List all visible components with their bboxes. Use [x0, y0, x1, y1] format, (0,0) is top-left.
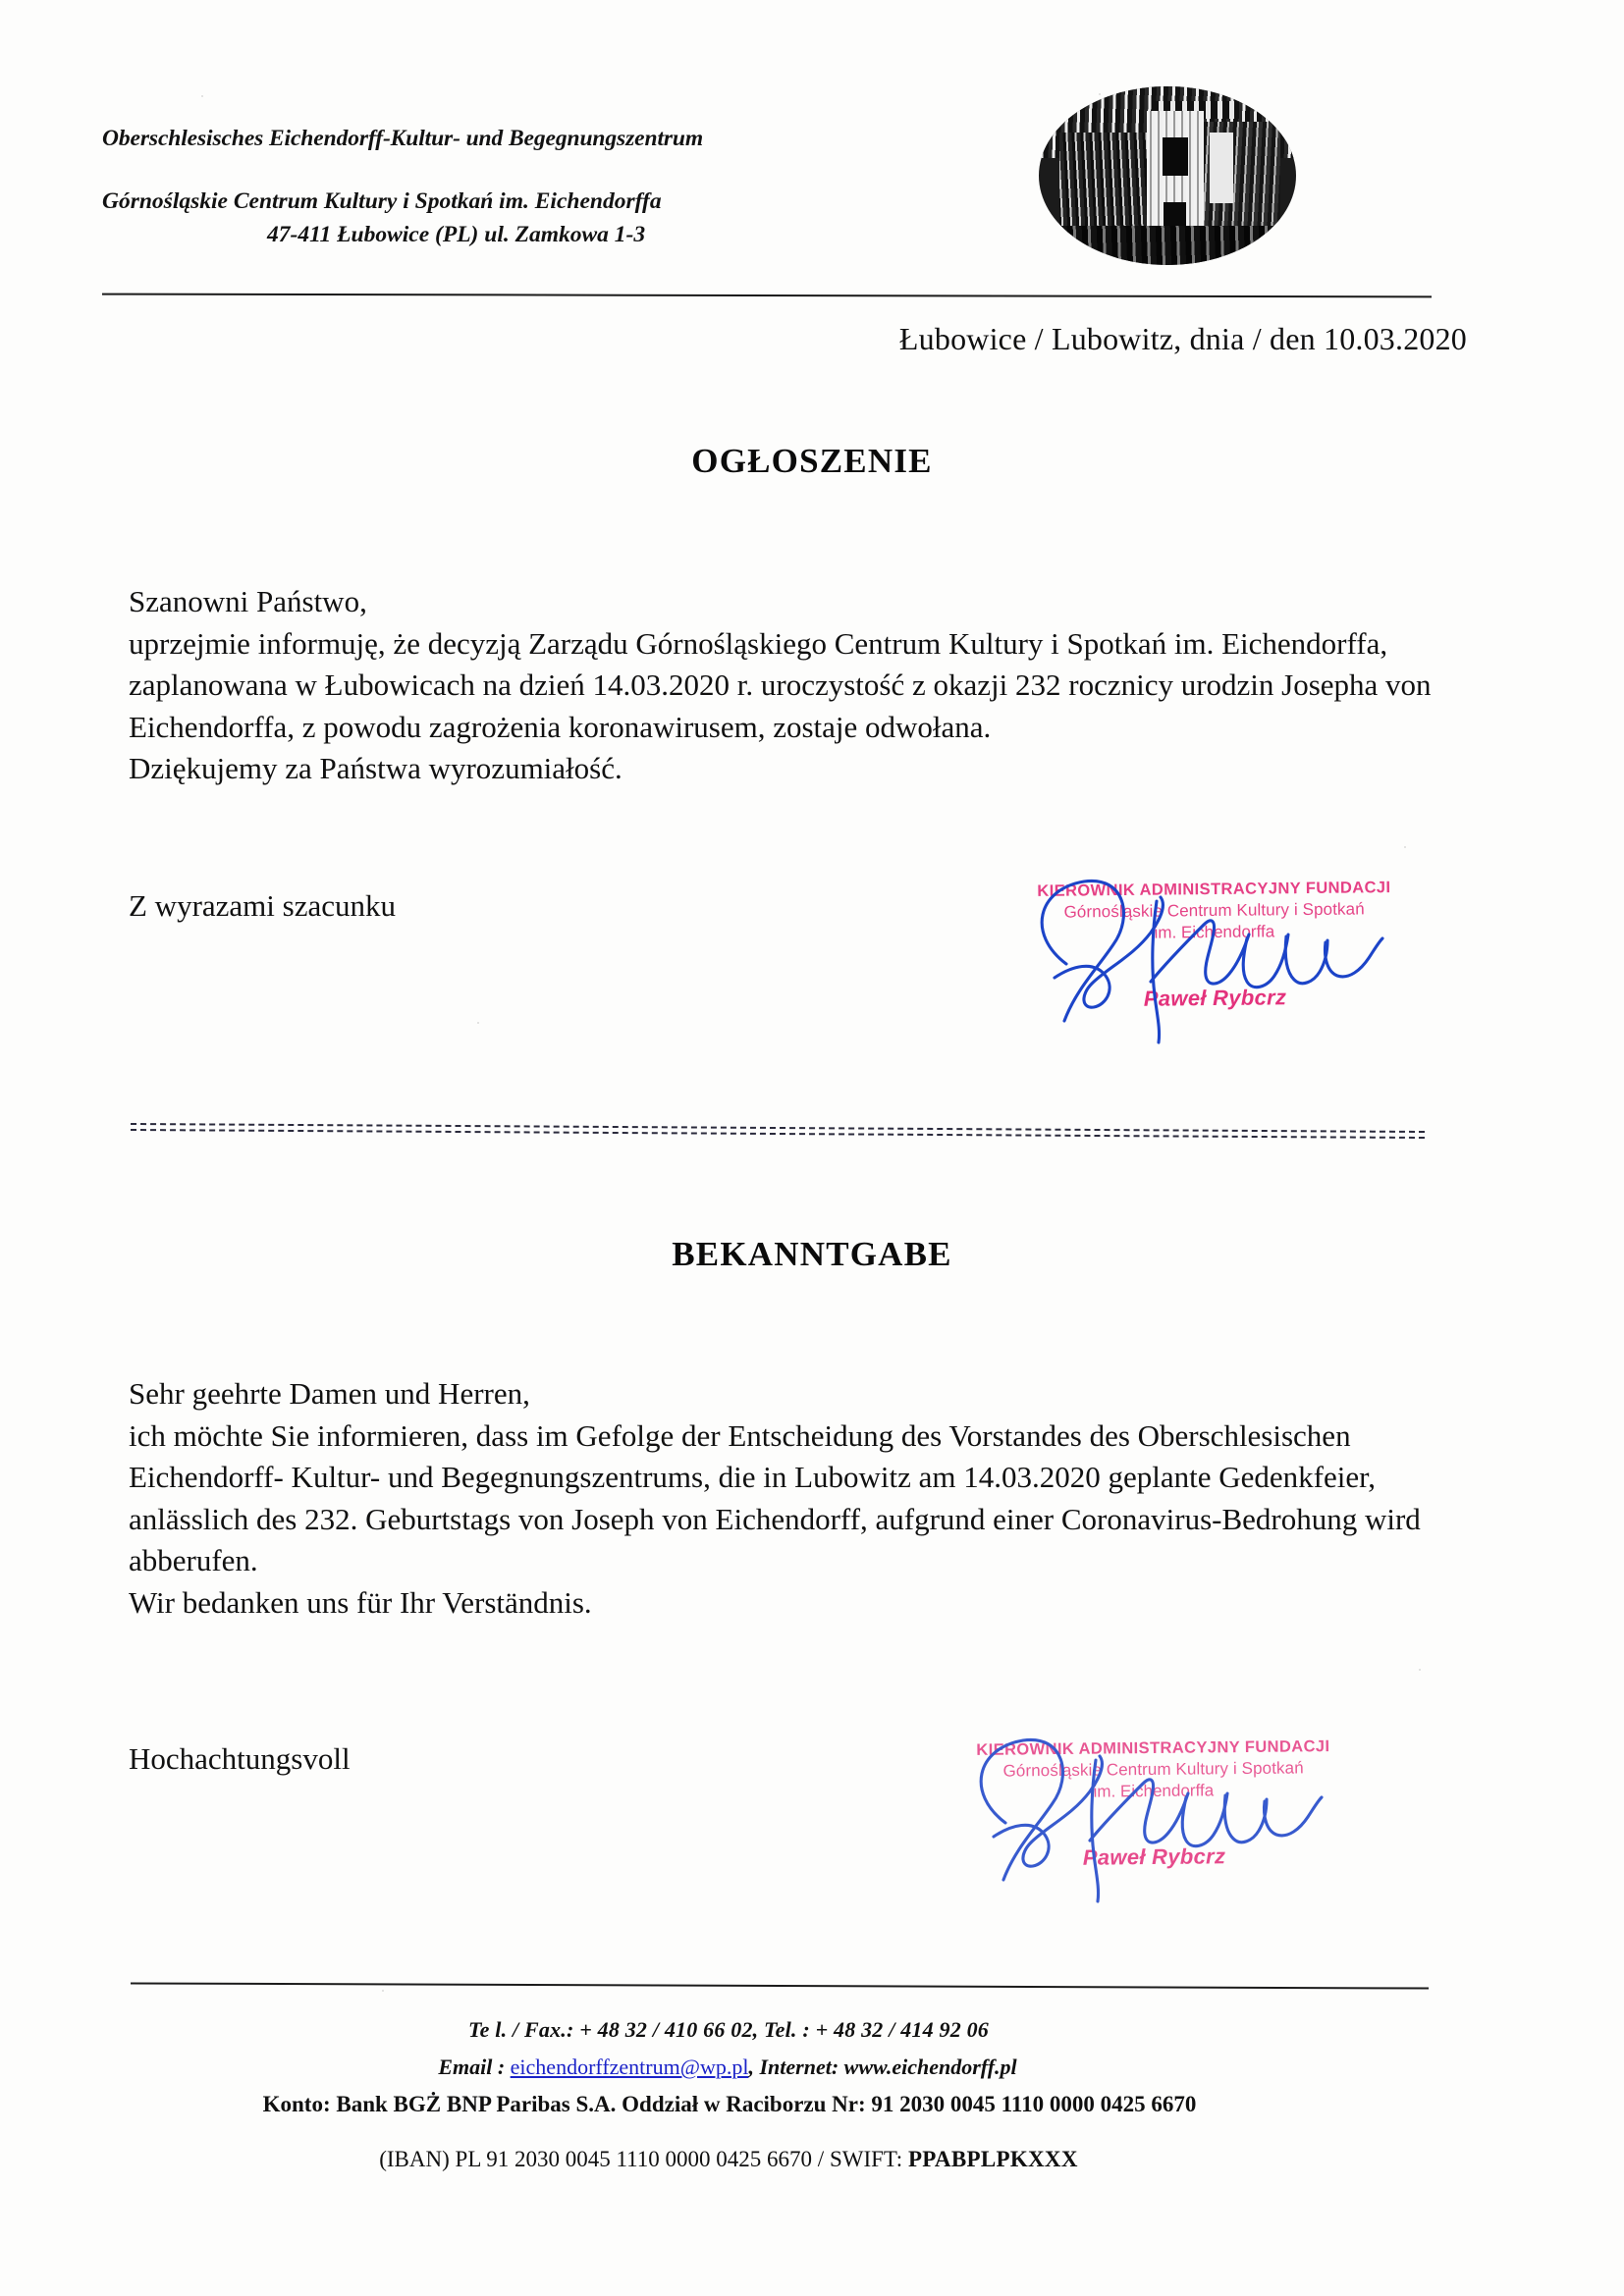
scan-speck	[1099, 93, 1101, 95]
german-thanks: Wir bedanken uns für Ihr Verständnis.	[129, 1584, 592, 1620]
footer-email-label: Email :	[438, 2055, 511, 2079]
german-body	[129, 1373, 1435, 1624]
letterhead-address: 47-411 Łubowice (PL) ul. Zamkowa 1-3	[267, 222, 646, 247]
letterhead	[0, 0, 1624, 294]
heading-bekanntgabe: BEKANNTGABE	[672, 1235, 952, 1273]
castle-ruin-oval-logo	[1039, 86, 1296, 265]
scan-speck	[382, 1990, 384, 1992]
letterhead-line-polish: Górnośląskie Centrum Kultury i Spotkań im. Eichendorffa	[102, 188, 662, 214]
polish-salutation: Szanowni Państwo,	[129, 584, 367, 618]
footer-iban-row	[0, 2147, 1624, 2172]
footer-telephone: Te l. / Fax.: + 48 32 / 410 66 02, Tel. : + 48 32 / 414 92 06	[467, 2017, 990, 2042]
scan-speck	[477, 1022, 479, 1024]
logo-ground	[1039, 226, 1296, 265]
letterhead-text	[102, 126, 986, 248]
german-closing: Hochachtungsvoll	[129, 1741, 351, 1776]
section-divider-double-rule	[131, 1123, 1425, 1140]
footer-divider-rule	[131, 1982, 1429, 1989]
polish-thanks: Dziękujemy za Państwa wyrozumiałość.	[129, 751, 623, 785]
polish-stamp-signature-block	[1003, 874, 1426, 1045]
stamp-line-3: im. Eichendorffa	[1154, 922, 1275, 942]
scan-speck	[1404, 846, 1406, 848]
stamp-line-3: im. Eichendorffa	[1093, 1781, 1215, 1801]
official-stamp	[1012, 878, 1416, 1014]
date-line: Łubowice / Lubowitz, dnia / den 10.03.2020	[898, 321, 1467, 356]
stamp-line-2: Górnośląskie Centrum Kultury i Spotkań	[1063, 899, 1365, 922]
stamp-line-1: KIEROWNIK ADMINISTRACYJNY FUNDACJI	[976, 1737, 1330, 1759]
email-link[interactable]: eichendorffzentrum@wp.pl	[510, 2055, 749, 2079]
german-salutation: Sehr geehrte Damen und Herren,	[129, 1376, 530, 1411]
polish-closing: Z wyrazami szacunku	[129, 888, 396, 923]
footer-swift-code: PPABPLPKXXX	[907, 2147, 1078, 2171]
polish-paragraph: uprzejmie informuję, że decyzją Zarządu Górnośląskiego Centrum Kultury i Spotkań im. Eichendorffa, zaplanowana w Łubowicach na dzień 14.03.2020 r. uroczystość z okazji 232 rocznicy urodzin Josepha von Eichendorffa, z powodu zagrożenia koronawirusem, zostaje odwołana.	[129, 625, 1432, 744]
polish-body	[129, 581, 1435, 790]
stamp-signer-name: Paweł Rybcrz	[1143, 984, 1287, 1011]
official-stamp	[951, 1736, 1355, 1873]
german-stamp-signature-block	[943, 1733, 1365, 1904]
footer-email-row	[0, 2055, 1624, 2080]
footer-bank-account: Konto: Bank BGŻ BNP Paribas S.A. Oddział w Raciborzu Nr: 91 2030 0045 1110 0000 0425 6670	[262, 2092, 1197, 2116]
stamp-signer-name: Paweł Rybcrz	[1082, 1842, 1226, 1870]
stamp-line-1: KIEROWNIK ADMINISTRACYJNY FUNDACJI	[1037, 879, 1391, 900]
footer-iban: (IBAN) PL 91 2030 0045 1110 0000 0425 6670 / SWIFT:	[379, 2147, 908, 2171]
heading-ogloszenie: OGŁOSZENIE	[691, 442, 933, 480]
logo-oval-frame	[1039, 86, 1296, 265]
footer	[0, 2017, 1624, 2172]
logo-ruin-left	[1059, 133, 1147, 240]
letterhead-line-german: Oberschlesisches Eichendorff-Kultur- und Begegnungszentrum	[102, 126, 704, 151]
scan-speck	[201, 95, 203, 97]
footer-internet: , Internet: www.eichendorff.pl	[748, 2055, 1017, 2079]
stamp-line-2: Górnośląskie Centrum Kultury i Spotkań	[1002, 1758, 1304, 1781]
german-paragraph: ich möchte Sie informieren, dass im Gefolge der Entscheidung des Vorstandes des Oberschlesischen Eichendorff- Kultur- und Begegnungszentrums, die in Lubowitz am 14.03.2020 geplante Gedenkfeier, anlässlich des 232. Geburtstags von Joseph von Eichendorff, aufgrund einer Coronavirus-Bedrohung wird abberufen.	[129, 1417, 1421, 1577]
scan-speck	[1419, 1669, 1421, 1671]
